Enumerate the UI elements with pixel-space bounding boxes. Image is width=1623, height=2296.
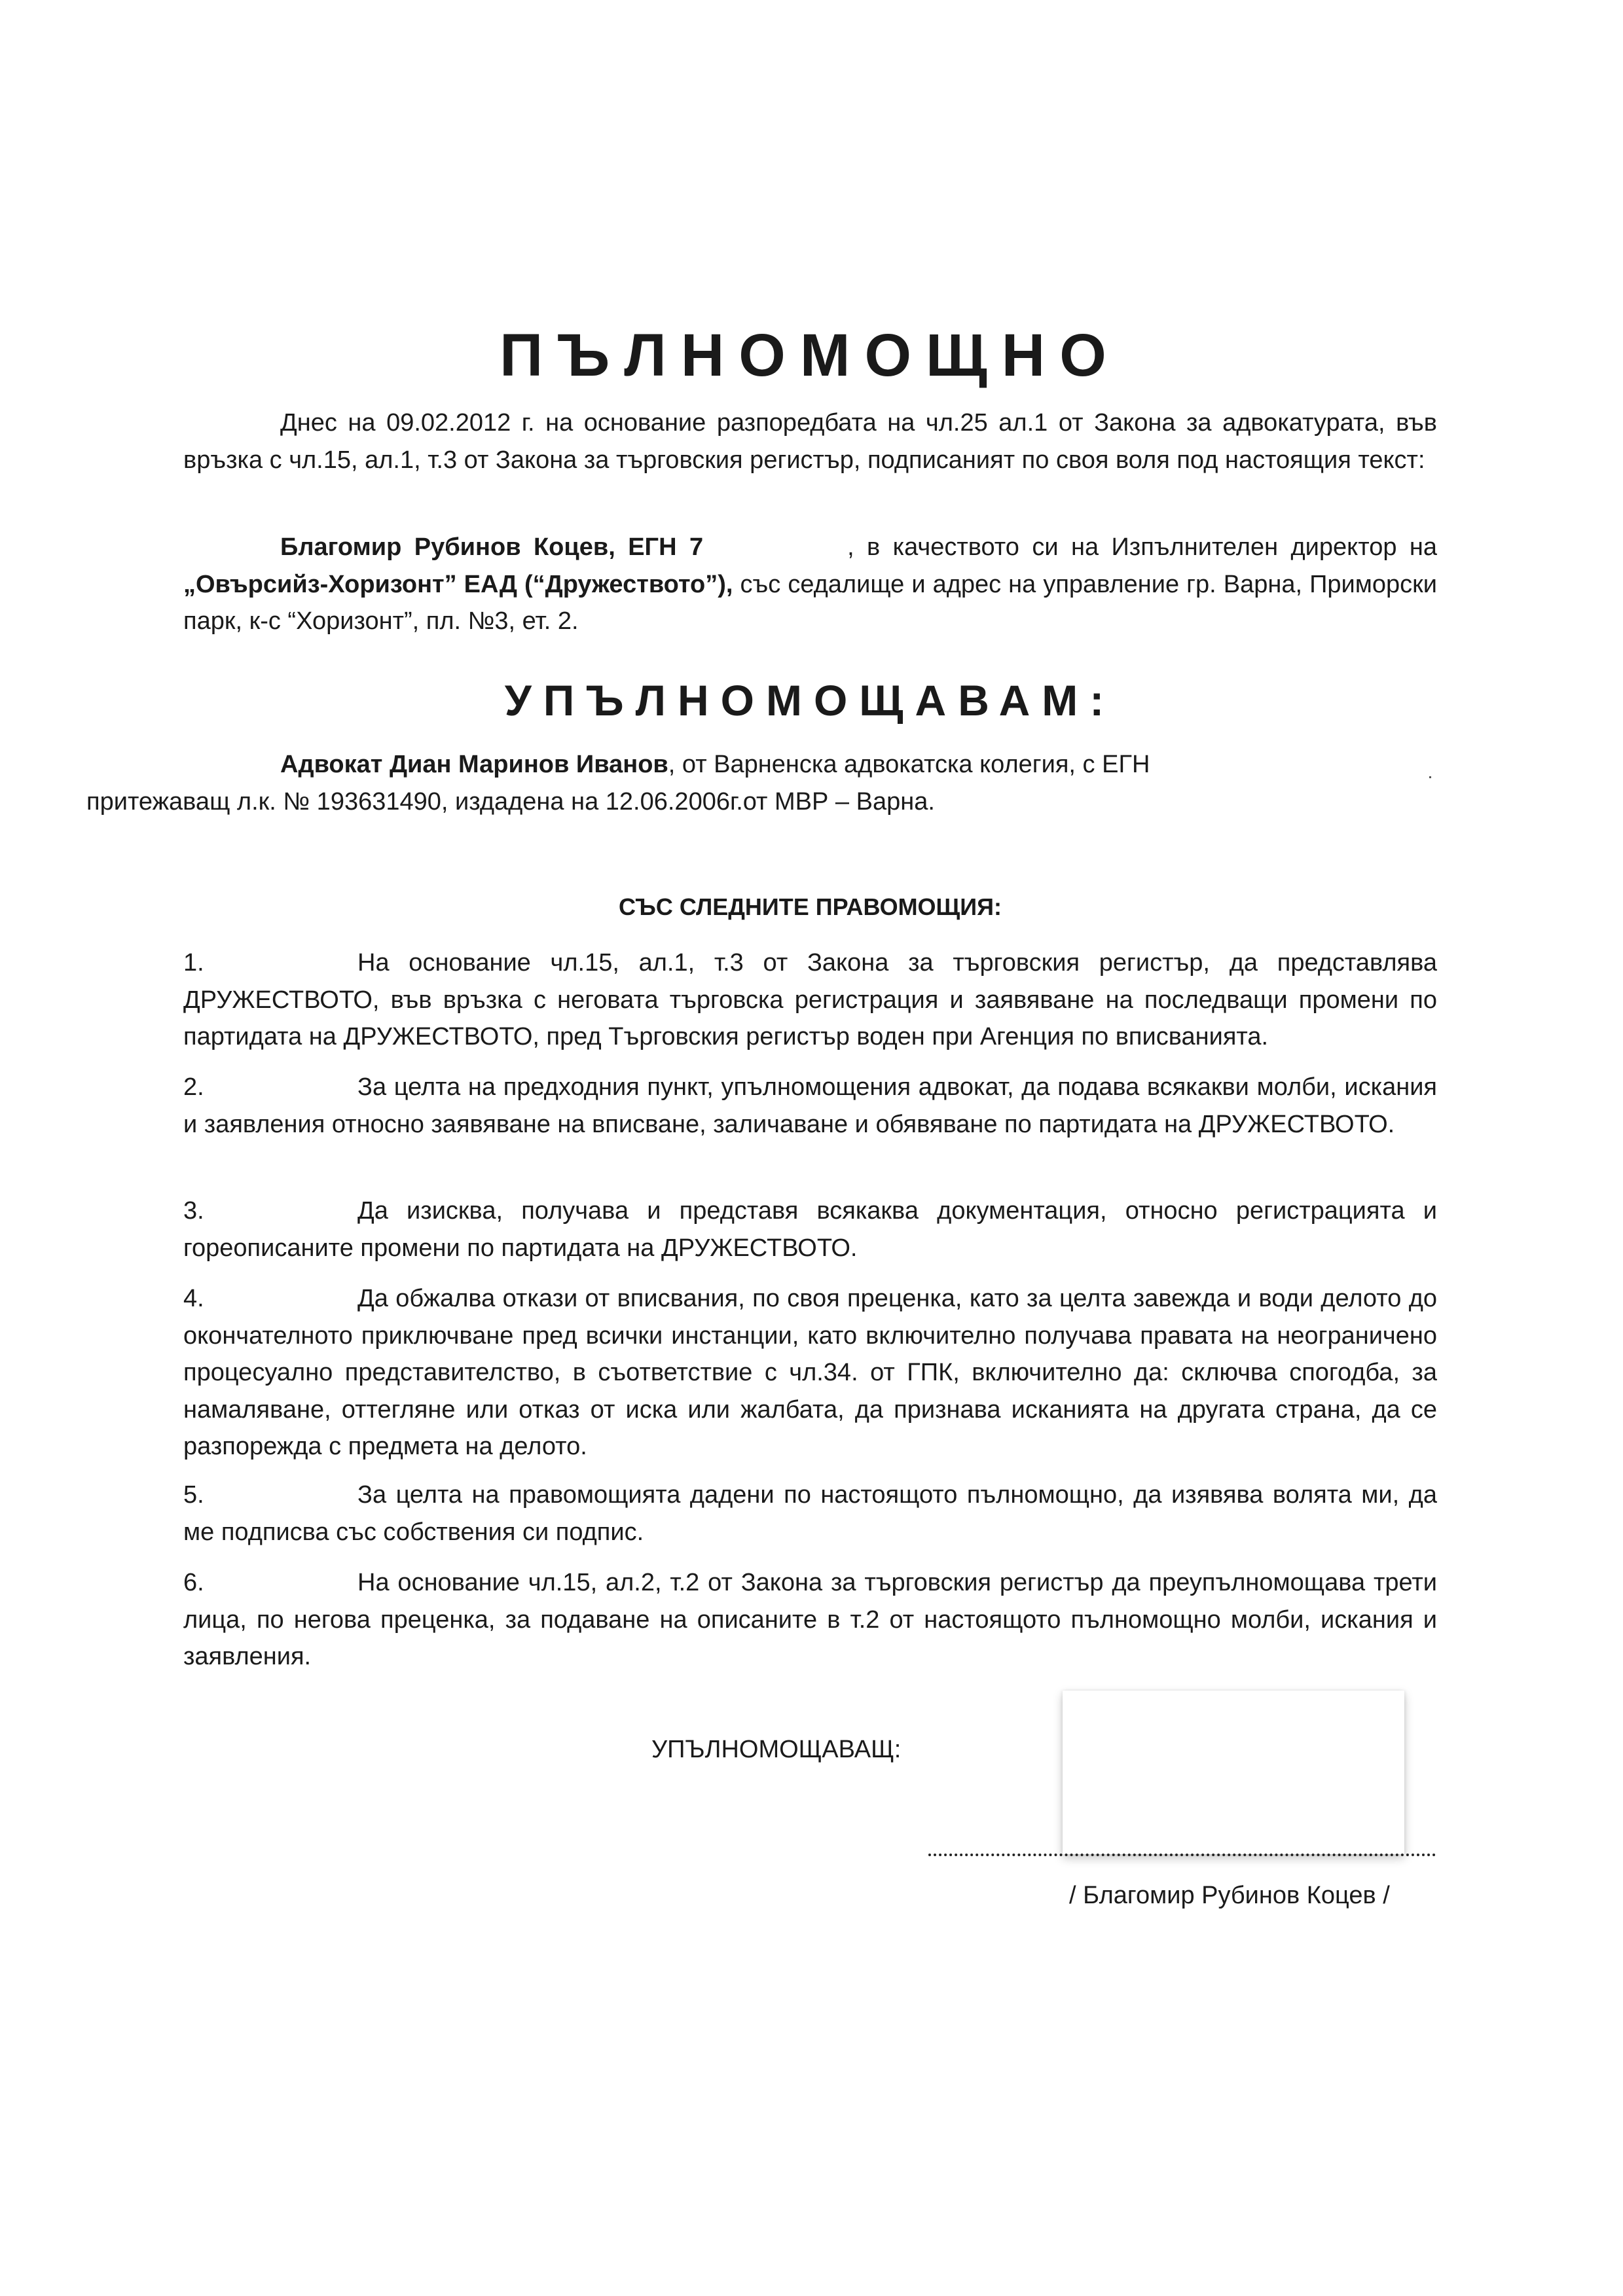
principal-paragraph bbox=[183, 529, 1437, 640]
stray-mark bbox=[1429, 776, 1431, 778]
power-number: 6. bbox=[183, 1569, 204, 1596]
power-number: 1. bbox=[183, 949, 204, 977]
power-text: Да изисква, получава и представя всякаква документация, относно регистрацията и гореописаните промени по партидата на ДРУЖЕСТВОТО. bbox=[183, 1197, 1437, 1262]
agent-id-line: притежаващ л.к. № 193631490, издадена на 12.06.2006г.от МВР – Варна. bbox=[86, 787, 935, 816]
power-item-5 bbox=[183, 1477, 1437, 1551]
power-text: За целта на правомощията дадени по настоящото пълномощно, да изявява волята ми, да ме подписва със собствения си подпис. bbox=[183, 1481, 1437, 1546]
power-text: Да обжалва откази от вписвания, по своя преценка, като за целта завежда и води делото до окончателното приключване пред всички инстанции, като включително получава правата на неограничено процесуално представителство, в съответствие с чл.34. от ГПК, включително да: сключва спогодба, за намаляване, оттегляне или отказ от иска или жалбата, да признава исканията на другата страна, да се разпорежда с предмета на делото. bbox=[183, 1285, 1437, 1460]
agent-paragraph bbox=[86, 746, 1437, 820]
power-item-2 bbox=[183, 1069, 1437, 1143]
company-name: „Овърсийз-Хоризонт” ЕАД (“Дружеството”), bbox=[183, 570, 733, 598]
power-text: На основание чл.15, ал.1, т.3 от Закона за търговския регистър, да представлява ДРУЖЕСТВОТО, във връзка с неговата търговска регистрация и заявяване на последващи промени по партидата на ДРУЖЕСТВОТО, пред Търговския регистър воден при Агенция по вписванията. bbox=[183, 949, 1437, 1050]
signature-label: УПЪЛНОМОЩАВАЩ: bbox=[651, 1736, 902, 1763]
power-number: 4. bbox=[183, 1285, 204, 1312]
power-item-3 bbox=[183, 1193, 1437, 1266]
signature-redaction-box bbox=[1063, 1691, 1404, 1854]
power-item-1 bbox=[183, 944, 1437, 1056]
intro-paragraph: Днес на 09.02.2012 г. на основание разпоредбата на чл.25 ал.1 от Закона за адвокатурата, във връзка с чл.15, ал.1, т.3 от Закона за търговския регистър, подписаният по своя воля под настоящия текст: bbox=[183, 409, 1437, 474]
signatory-name: / Благомир Рубинов Коцев / bbox=[1069, 1882, 1390, 1909]
signature-line bbox=[928, 1854, 1436, 1856]
agent-details: , от Варненска адвокатска колегия, с ЕГН bbox=[668, 751, 1150, 778]
agent-name: Адвокат Диан Маринов Иванов bbox=[280, 751, 668, 778]
power-item-4 bbox=[183, 1280, 1437, 1465]
power-text: На основание чл.15, ал.2, т.2 от Закона за търговския регистър да преупълномощава трети лица, по негова преценка, за подаване на описаните в т.2 от настоящото пълномощно молби, искания и заявления. bbox=[183, 1569, 1437, 1670]
power-number: 5. bbox=[183, 1481, 204, 1509]
authorize-heading: УПЪЛНОМОЩАВАМ: bbox=[504, 676, 1116, 725]
principal-name-egn: Благомир Рубинов Коцев, ЕГН 7 bbox=[280, 533, 704, 561]
power-item-6 bbox=[183, 1564, 1437, 1676]
powers-heading: СЪС СЛЕДНИТЕ ПРАВОМОЩИЯ: bbox=[619, 893, 1002, 920]
power-text: За целта на предходния пункт, упълномощения адвокат, да подава всякакви молби, искания и заявления относно заявяване на вписване, заличаване и обявяване по партидата на ДРУЖЕСТВОТО. bbox=[183, 1073, 1437, 1138]
principal-role: , в качеството си на Изпълнителен директор на bbox=[847, 533, 1437, 561]
document-title: ПЪЛНОМОЩНО bbox=[500, 322, 1121, 389]
power-number: 3. bbox=[183, 1197, 204, 1225]
power-number: 2. bbox=[183, 1073, 204, 1101]
company-address: със седалище и адрес на управление гр. Варна, Приморски парк, к-с “Хоризонт”, пл. №3, ет. 2. bbox=[183, 570, 1438, 635]
